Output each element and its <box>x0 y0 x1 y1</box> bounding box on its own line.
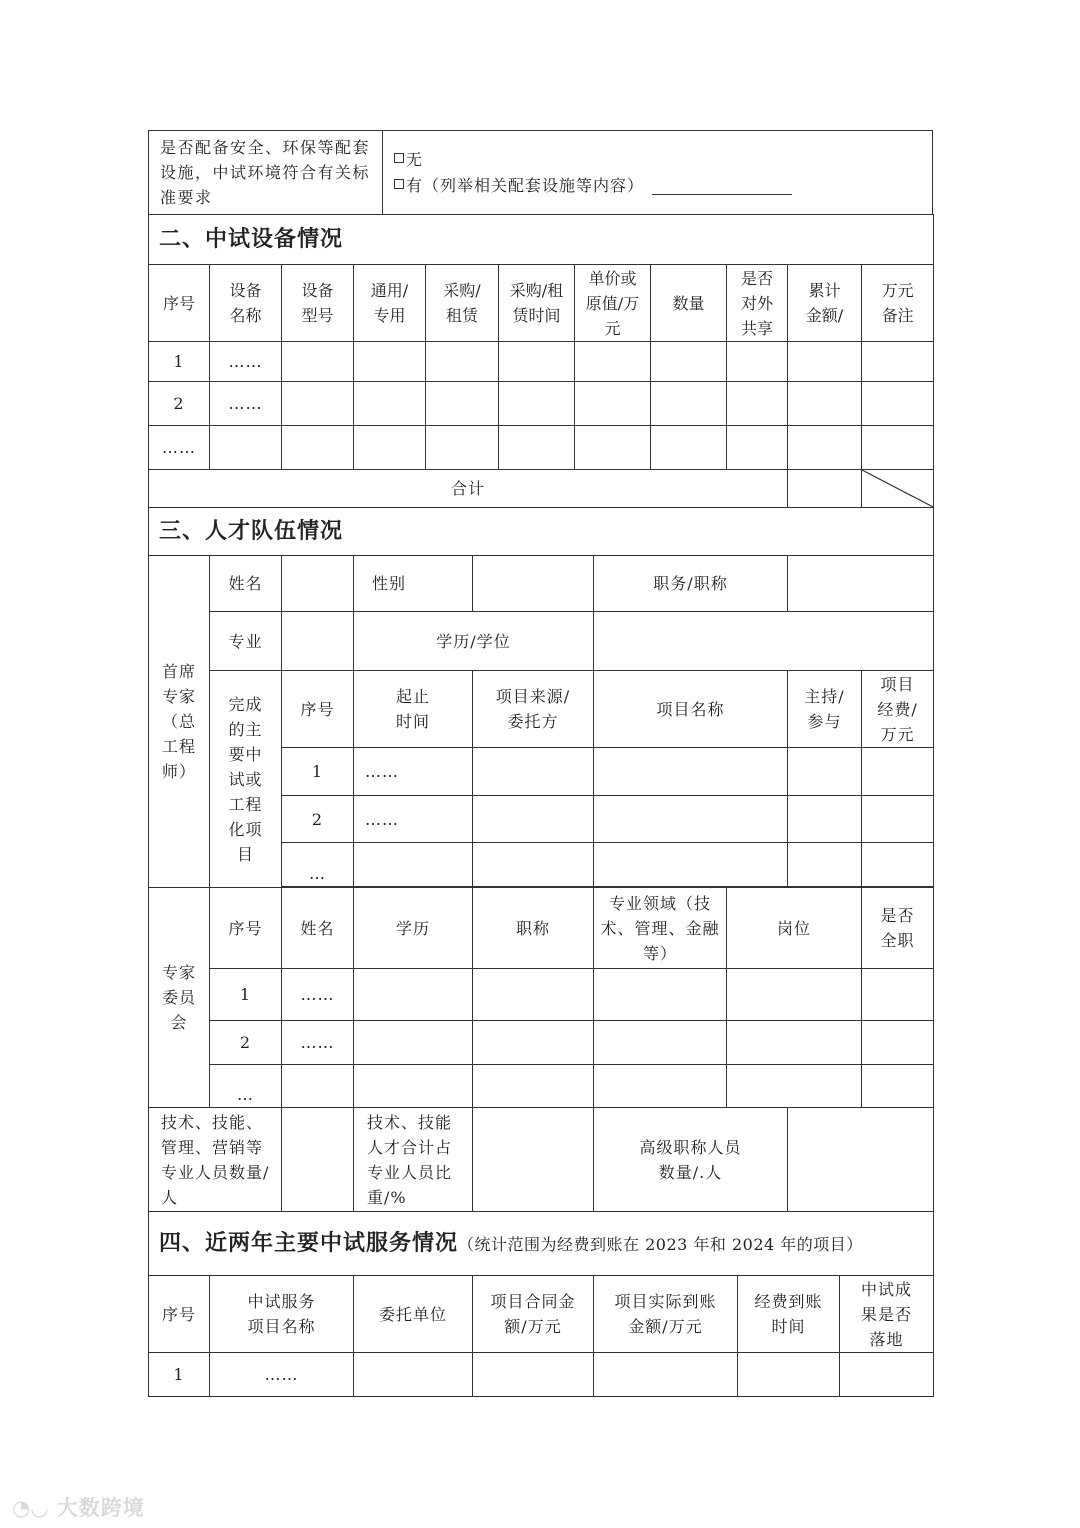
cell-name[interactable] <box>210 426 282 470</box>
watermark-text: 大数跨境 <box>56 1496 145 1520</box>
name-value[interactable] <box>282 556 354 612</box>
cell-time[interactable]: …… <box>354 748 473 796</box>
col-header: 姓名 <box>282 888 354 969</box>
major-label: 专业 <box>210 612 282 671</box>
watermark-logo <box>12 1492 145 1522</box>
position-label: 职务/职称 <box>594 556 788 612</box>
degree-value[interactable] <box>594 612 934 671</box>
cell-seq: 1 <box>149 342 210 382</box>
col-header: 学历 <box>354 888 473 969</box>
option-none[interactable]: 无 <box>394 147 928 173</box>
service-header-row <box>149 1276 934 1353</box>
table-row <box>149 426 934 470</box>
col-header: 中试服务项目名称 <box>210 1276 354 1353</box>
col-header: 序号 <box>149 1276 210 1353</box>
degree-label: 学历/学位 <box>354 612 594 671</box>
col-header: 通用/专用 <box>354 265 426 342</box>
col-header: 数量 <box>651 265 727 342</box>
name-label: 姓名 <box>210 556 282 612</box>
cell-seq: 1 <box>210 969 282 1021</box>
table-row <box>149 382 934 426</box>
col-header: 采购/租赁时间 <box>499 265 575 342</box>
section3-title: 三、人才队伍情况 <box>149 508 934 556</box>
checkbox-yes[interactable] <box>394 179 404 189</box>
cell-name[interactable]: …… <box>210 342 282 382</box>
col-header: 专业领域（技术、管理、金融等） <box>594 888 727 969</box>
col-header: 项目合同金额/万元 <box>473 1276 594 1353</box>
col-header: 中试成果是否落地 <box>840 1276 934 1353</box>
col-header: 主持/参与 <box>788 671 862 748</box>
position-value[interactable] <box>788 556 934 612</box>
equipment-header-row <box>149 265 934 342</box>
col-header: 职称 <box>473 888 594 969</box>
staff-count-label: 技术、技能、管理、营销等专业人员数量/人 <box>149 1108 282 1212</box>
table-row <box>149 1353 934 1397</box>
cell-seq: 2 <box>149 382 210 426</box>
cell-seq: 2 <box>282 796 354 843</box>
fill-in-line[interactable] <box>652 182 792 195</box>
col-header: 起止时间 <box>354 671 473 748</box>
col-header: 项目经费/万元 <box>862 671 934 748</box>
section4-note: （统计范围为经费到账在 2023 年和 2024 年的项目） <box>458 1234 863 1254</box>
option-yes[interactable]: 有（列举相关配套设施等内容） <box>394 173 928 199</box>
cell-seq: 1 <box>282 748 354 796</box>
service-table <box>148 1211 934 1397</box>
col-header: 是否全职 <box>862 888 934 969</box>
form-sheet <box>148 130 933 1397</box>
col-header: 岗位 <box>727 888 862 969</box>
projects-label: 完成的主要中试或工程化项目 <box>210 671 282 888</box>
col-header: 序号 <box>282 671 354 748</box>
table-row <box>149 969 934 1021</box>
cell-seq: 1 <box>149 1353 210 1397</box>
senior-value[interactable] <box>788 1108 934 1212</box>
equipment-table <box>148 214 934 508</box>
col-header: 序号 <box>149 265 210 342</box>
col-header: 设备名称 <box>210 265 282 342</box>
section4-title: 四、近两年主要中试服务情况（统计范围为经费到账在 2023 年和 2024 年的项目） <box>149 1212 934 1276</box>
gender-value[interactable] <box>473 556 594 612</box>
col-header: 万元备注 <box>862 265 934 342</box>
facilities-label: 是否配备安全、环保等配套设施，中试环境符合有关标准要求 <box>149 131 383 215</box>
table-row <box>149 1021 934 1065</box>
cell-seq: …… <box>149 426 210 470</box>
col-header: 项目来源/委托方 <box>473 671 594 748</box>
gender-label: 性别 <box>354 556 473 612</box>
checkbox-none[interactable] <box>394 153 404 163</box>
col-header: 单价或原值/万元 <box>575 265 651 342</box>
major-value[interactable] <box>282 612 354 671</box>
col-header: 累计金额/ <box>788 265 862 342</box>
cell-name[interactable]: …… <box>282 1021 354 1065</box>
cell-seq: … <box>282 843 354 887</box>
chief-label: 首席专家（总工程师） <box>149 556 210 888</box>
col-header: 设备型号 <box>282 265 354 342</box>
total-row <box>149 470 934 508</box>
col-header: 项目实际到账金额/万元 <box>594 1276 738 1353</box>
section2-title: 二、中试设备情况 <box>149 215 934 265</box>
ratio-label: 技术、技能人才合计占专业人员比重/% <box>354 1108 473 1212</box>
talent-table <box>148 507 934 1212</box>
cell-seq: 2 <box>210 1021 282 1065</box>
ratio-value[interactable] <box>473 1108 594 1212</box>
col-header: 项目名称 <box>594 671 788 748</box>
facilities-table <box>148 130 933 215</box>
col-header: 委托单位 <box>354 1276 473 1353</box>
table-row <box>149 1065 934 1108</box>
facilities-options <box>383 131 933 215</box>
weibo-icon: ◔◡ <box>12 1496 57 1520</box>
senior-label: 高级职称人员数量/.人 <box>594 1108 788 1212</box>
col-header: 采购/租赁 <box>426 265 499 342</box>
col-header: 是否对外共享 <box>727 265 788 342</box>
col-header: 序号 <box>210 888 282 969</box>
col-header: 经费到账时间 <box>738 1276 840 1353</box>
diagonal-cell <box>862 470 934 508</box>
total-amount[interactable] <box>788 470 862 508</box>
cell-seq: … <box>210 1065 282 1108</box>
cell-name[interactable]: …… <box>210 382 282 426</box>
table-row <box>149 342 934 382</box>
staff-count-value[interactable] <box>282 1108 354 1212</box>
cell-project[interactable]: …… <box>210 1353 354 1397</box>
cell-name[interactable]: …… <box>282 969 354 1021</box>
total-label: 合计 <box>149 470 788 508</box>
committee-label: 专家委员会 <box>149 888 210 1108</box>
cell-time[interactable]: …… <box>354 796 473 843</box>
